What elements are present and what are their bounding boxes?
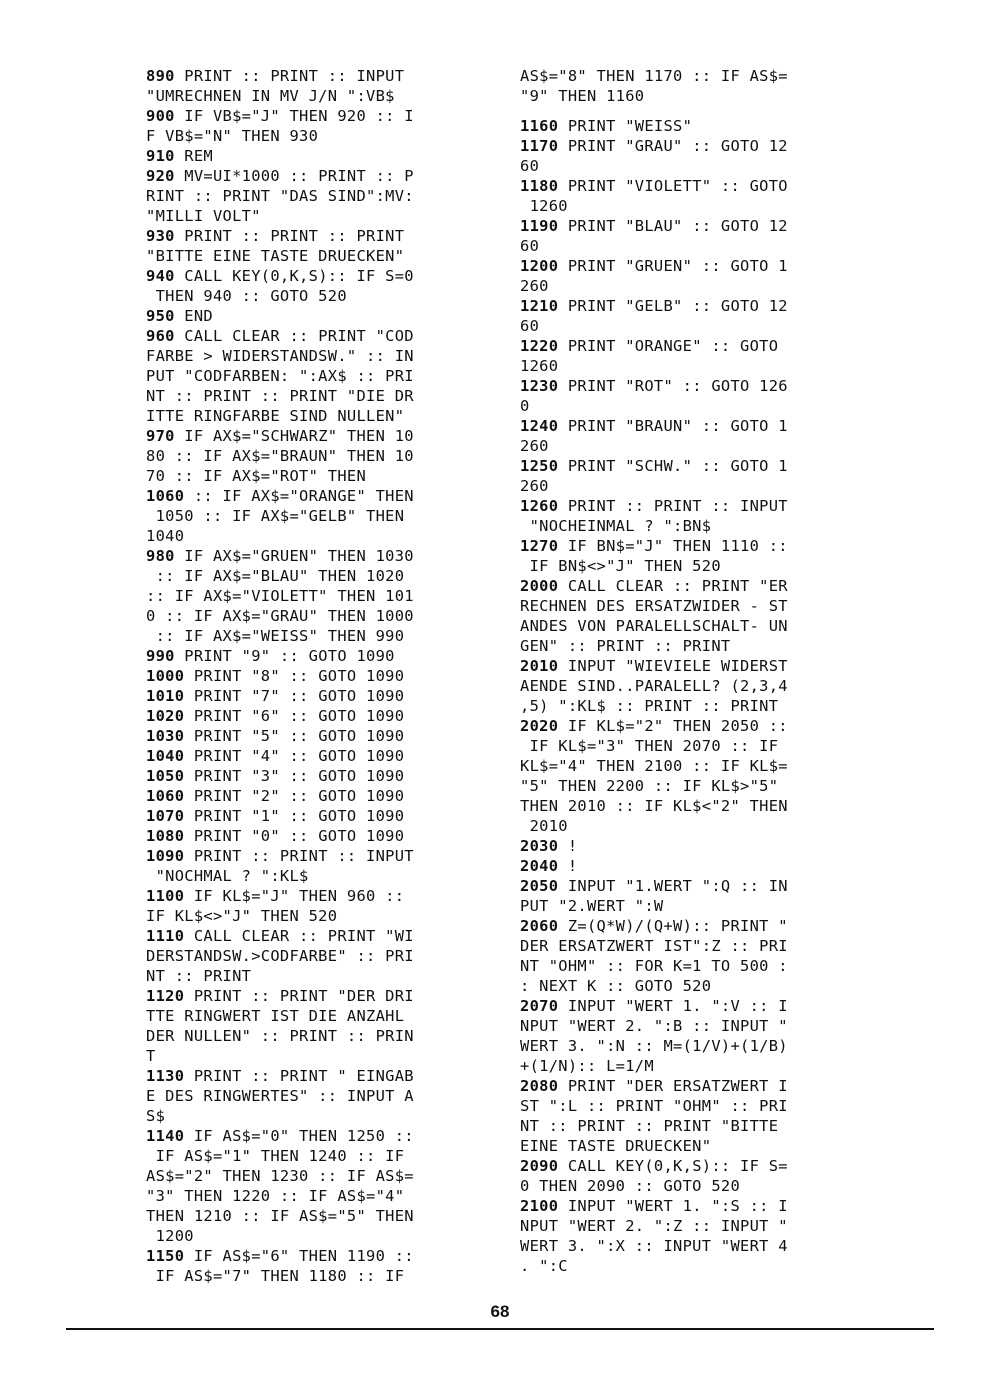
code-line: [520, 736, 788, 756]
code-line: [520, 196, 788, 216]
code-text: RECHNEN DES ERSATZWIDER - ST: [520, 597, 788, 615]
code-text: PRINT "GRAU" :: GOTO 12: [558, 137, 788, 155]
code-line: [146, 286, 414, 306]
code-line: [520, 856, 788, 876]
code-line: [520, 436, 788, 456]
code-text: ANDES VON PARALELLSCHALT- UN: [520, 617, 788, 635]
code-line: [146, 846, 414, 866]
code-text: ST ":L :: PRINT "OHM" :: PRI: [520, 1097, 788, 1115]
code-line: [520, 1216, 788, 1236]
code-text: INPUT "1.WERT ":Q :: IN: [558, 877, 788, 895]
line-number: 2020: [520, 717, 559, 735]
code-text: THEN 940 :: GOTO 520: [146, 287, 347, 305]
code-line: [520, 1076, 788, 1096]
code-text: PRINT "8" :: GOTO 1090: [184, 667, 405, 685]
code-text: PRINT "SCHW." :: GOTO 1: [558, 457, 788, 475]
code-text: PRINT "4" :: GOTO 1090: [184, 747, 405, 765]
code-line: [520, 656, 788, 676]
code-line: [146, 266, 414, 286]
code-text: : NEXT K :: GOTO 520: [520, 977, 712, 995]
line-number: 1230: [520, 377, 559, 395]
page-number: 68: [490, 1302, 510, 1321]
line-number: 2060: [520, 917, 559, 935]
line-number: 1240: [520, 417, 559, 435]
code-line: [520, 676, 788, 696]
code-text: !: [558, 857, 578, 875]
code-text: IF AS$="0" THEN 1250 ::: [184, 1127, 414, 1145]
code-text: 0 THEN 2090 :: GOTO 520: [520, 1177, 741, 1195]
code-line: [520, 896, 788, 916]
code-text: DER NULLEN" :: PRINT :: PRIN: [146, 1027, 414, 1045]
code-line: [146, 646, 414, 666]
code-line: [520, 1016, 788, 1036]
code-text: PRINT "ROT" :: GOTO 126: [558, 377, 788, 395]
code-text: 260: [520, 277, 549, 295]
code-text: 60: [520, 317, 540, 335]
line-number: 2100: [520, 1197, 559, 1215]
line-number: 1130: [146, 1067, 185, 1085]
code-line: [146, 526, 414, 546]
code-text: E DES RINGWERTES" :: INPUT A: [146, 1087, 414, 1105]
code-line: [520, 556, 788, 576]
code-line: [146, 1106, 414, 1126]
code-line: [520, 1156, 788, 1176]
line-number: 2000: [520, 577, 559, 595]
code-line: [520, 616, 788, 636]
code-line: [520, 976, 788, 996]
code-line: [520, 216, 788, 236]
line-number: 1020: [146, 707, 185, 725]
code-text: FARBE > WIDERSTANDSW." :: IN: [146, 347, 414, 365]
code-text: "5" THEN 2200 :: IF KL$>"5": [520, 777, 779, 795]
code-line: [520, 516, 788, 536]
code-line: [520, 1176, 788, 1196]
line-number: 1060: [146, 787, 185, 805]
code-text: PRINT "ORANGE" :: GOTO: [558, 337, 779, 355]
code-line: [146, 1266, 414, 1286]
code-line: [146, 246, 414, 266]
code-text: PRINT :: PRINT " EINGAB: [184, 1067, 414, 1085]
code-text: PRINT "DER ERSATZWERT I: [558, 1077, 788, 1095]
line-number: 1090: [146, 847, 185, 865]
code-line: [520, 236, 788, 256]
line-number: 920: [146, 167, 175, 185]
code-text: 0 :: IF AX$="GRAU" THEN 1000: [146, 607, 414, 625]
code-line: [520, 916, 788, 936]
line-number: 1030: [146, 727, 185, 745]
code-line: [146, 126, 414, 146]
code-text: "MILLI VOLT": [146, 207, 261, 225]
code-text: IF AX$="GRUEN" THEN 1030: [174, 547, 414, 565]
line-number: 1250: [520, 457, 559, 475]
code-text: ITTE RINGFARBE SIND NULLEN": [146, 407, 405, 425]
line-number: 900: [146, 107, 175, 125]
code-line: [146, 1006, 414, 1026]
code-text: 1200: [146, 1227, 194, 1245]
code-line: [146, 406, 414, 426]
code-line: [146, 686, 414, 706]
code-text: S$: [146, 1107, 166, 1125]
code-text: AS$="2" THEN 1230 :: IF AS$=: [146, 1167, 414, 1185]
code-line: [520, 1056, 788, 1076]
code-text: PRINT "1" :: GOTO 1090: [184, 807, 405, 825]
line-number: 890: [146, 67, 175, 85]
line-number: 2080: [520, 1077, 559, 1095]
code-text: NT :: PRINT: [146, 967, 252, 985]
listing-column-left: [146, 66, 414, 1286]
code-text: 260: [520, 477, 549, 495]
code-line: [146, 946, 414, 966]
code-line: [146, 186, 414, 206]
code-line: [146, 446, 414, 466]
code-line: [146, 506, 414, 526]
code-text: CALL CLEAR :: PRINT "WI: [184, 927, 414, 945]
code-line: [146, 586, 414, 606]
code-line: [146, 226, 414, 246]
code-line: [146, 1086, 414, 1106]
line-number: 1200: [520, 257, 559, 275]
code-text: PRINT :: PRINT "DER DRI: [184, 987, 414, 1005]
code-text: MV=UI*1000 :: PRINT :: P: [174, 167, 414, 185]
code-text: "3" THEN 1220 :: IF AS$="4": [146, 1187, 405, 1205]
line-number: 1150: [146, 1247, 185, 1265]
code-text: PRINT :: PRINT :: PRINT: [174, 227, 405, 245]
code-text: PRINT :: PRINT :: INPUT: [174, 67, 405, 85]
code-line: [520, 1116, 788, 1136]
code-text: PRINT :: PRINT :: INPUT: [184, 847, 414, 865]
code-text: IF KL$="3" THEN 2070 :: IF: [520, 737, 779, 755]
code-line: [520, 636, 788, 656]
line-number: 990: [146, 647, 175, 665]
code-line: [146, 746, 414, 766]
code-line: [146, 486, 414, 506]
code-line: [520, 456, 788, 476]
code-text: IF BN$<>"J" THEN 520: [520, 557, 721, 575]
code-text: PRINT "BRAUN" :: GOTO 1: [558, 417, 788, 435]
line-number: 1050: [146, 767, 185, 785]
code-line: [146, 1206, 414, 1226]
code-text: PRINT "GELB" :: GOTO 12: [558, 297, 788, 315]
code-text: THEN 2010 :: IF KL$<"2" THEN: [520, 797, 788, 815]
code-text: T: [146, 1047, 156, 1065]
code-text: PUT "2.WERT ":W: [520, 897, 664, 915]
code-text: IF KL$<>"J" THEN 520: [146, 907, 338, 925]
code-line: [146, 86, 414, 106]
line-number: 1100: [146, 887, 185, 905]
code-line: [520, 176, 788, 196]
line-number: 930: [146, 227, 175, 245]
code-text: CALL KEY(0,K,S):: IF S=: [558, 1157, 788, 1175]
code-text: IF VB$="J" THEN 920 :: I: [174, 107, 414, 125]
code-text: THEN 1210 :: IF AS$="5" THEN: [146, 1207, 414, 1225]
code-text: INPUT "WERT 1. ":V :: I: [558, 997, 788, 1015]
code-line: [146, 366, 414, 386]
code-line: [146, 966, 414, 986]
code-text: "UMRECHNEN IN MV J/N ":VB$: [146, 87, 395, 105]
line-number: 1170: [520, 137, 559, 155]
code-text: +(1/N):: L=1/M: [520, 1057, 654, 1075]
code-text: WERT 3. ":X :: INPUT "WERT 4: [520, 1237, 788, 1255]
code-text: IF KL$="J" THEN 960 ::: [184, 887, 405, 905]
line-number: 1120: [146, 987, 185, 1005]
code-line: [146, 1126, 414, 1146]
line-number: 910: [146, 147, 175, 165]
code-line: [146, 346, 414, 366]
code-line: [146, 106, 414, 126]
line-number: 1060: [146, 487, 185, 505]
code-text: PRINT "3" :: GOTO 1090: [184, 767, 405, 785]
code-line: [520, 1256, 788, 1276]
code-line: [146, 206, 414, 226]
code-line: [520, 816, 788, 836]
code-text: 60: [520, 157, 540, 175]
code-text: 1260: [520, 357, 559, 375]
line-number: 1260: [520, 497, 559, 515]
line-number: 2030: [520, 837, 559, 855]
code-line: [146, 666, 414, 686]
code-text: INPUT "WIEVIELE WIDERST: [558, 657, 788, 675]
code-line: [146, 326, 414, 346]
code-line: [520, 696, 788, 716]
code-line: [146, 626, 414, 646]
code-text: "NOCHMAL ? ":KL$: [146, 867, 309, 885]
code-line: [520, 536, 788, 556]
line-number: 1160: [520, 117, 559, 135]
line-number: 1000: [146, 667, 185, 685]
code-line: [520, 1036, 788, 1056]
line-number: 1220: [520, 337, 559, 355]
code-text: NPUT "WERT 2. ":B :: INPUT ": [520, 1017, 788, 1035]
code-line: [520, 1236, 788, 1256]
code-line: [520, 376, 788, 396]
code-line: [146, 1046, 414, 1066]
code-text: 1260: [520, 197, 568, 215]
code-line: [146, 1186, 414, 1206]
code-text: DER ERSATZWERT IST":Z :: PRI: [520, 937, 788, 955]
code-text: NT :: PRINT :: PRINT "DIE DR: [146, 387, 414, 405]
code-line: [146, 1146, 414, 1166]
code-text: PRINT "BLAU" :: GOTO 12: [558, 217, 788, 235]
code-line: [520, 136, 788, 156]
code-text: 260: [520, 437, 549, 455]
line-number: 1180: [520, 177, 559, 195]
code-text: 0: [520, 397, 530, 415]
code-line: [520, 336, 788, 356]
code-text: :: IF AX$="VIOLETT" THEN 101: [146, 587, 414, 605]
code-line: [520, 296, 788, 316]
code-text: . ":C: [520, 1257, 568, 1275]
line-number: 970: [146, 427, 175, 445]
code-line: [146, 426, 414, 446]
line-number: 1140: [146, 1127, 185, 1145]
code-text: WERT 3. ":N :: M=(1/V)+(1/B): [520, 1037, 788, 1055]
code-text: CALL CLEAR :: PRINT "ER: [558, 577, 788, 595]
line-number: 1010: [146, 687, 185, 705]
code-line: [146, 546, 414, 566]
code-line: [520, 86, 788, 106]
code-line: [520, 66, 788, 86]
code-text: NT "OHM" :: FOR K=1 TO 500 :: [520, 957, 788, 975]
code-line: [520, 716, 788, 736]
code-text: NT :: PRINT :: PRINT "BITTE: [520, 1117, 779, 1135]
code-line: [520, 256, 788, 276]
code-text: "9" THEN 1160: [520, 87, 645, 105]
line-number: 1070: [146, 807, 185, 825]
line-number: 2090: [520, 1157, 559, 1175]
code-text: PRINT "5" :: GOTO 1090: [184, 727, 405, 745]
line-number: 980: [146, 547, 175, 565]
code-line: [146, 1166, 414, 1186]
code-line: [146, 306, 414, 326]
code-text: 80 :: IF AX$="BRAUN" THEN 10: [146, 447, 414, 465]
code-text: CALL CLEAR :: PRINT "COD: [174, 327, 414, 345]
code-text: IF BN$="J" THEN 1110 ::: [558, 537, 788, 555]
code-line: [146, 1066, 414, 1086]
line-number: 1040: [146, 747, 185, 765]
code-line: [146, 866, 414, 886]
code-line: [520, 276, 788, 296]
line-number: 1080: [146, 827, 185, 845]
code-text: KL$="4" THEN 2100 :: IF KL$=: [520, 757, 788, 775]
code-text: PRINT "6" :: GOTO 1090: [184, 707, 405, 725]
code-line: [520, 476, 788, 496]
code-line: [520, 1196, 788, 1216]
code-line: [520, 316, 788, 336]
code-text: AS$="8" THEN 1170 :: IF AS$=: [520, 67, 788, 85]
code-line: [146, 1026, 414, 1046]
code-line: [146, 986, 414, 1006]
code-text: PRINT :: PRINT :: INPUT: [558, 497, 788, 515]
line-number: 940: [146, 267, 175, 285]
code-text: IF AX$="SCHWARZ" THEN 10: [174, 427, 414, 445]
code-text: AENDE SIND..PARALELL? (2,3,4: [520, 677, 788, 695]
code-line: [520, 576, 788, 596]
code-text: Z=(Q*W)/(Q+W):: PRINT ": [558, 917, 788, 935]
code-line: [146, 786, 414, 806]
code-text: IF AS$="6" THEN 1190 ::: [184, 1247, 414, 1265]
code-line: [146, 886, 414, 906]
line-number: 1210: [520, 297, 559, 315]
code-line: [146, 726, 414, 746]
code-line: [146, 146, 414, 166]
code-text: :: IF AX$="BLAU" THEN 1020: [146, 567, 405, 585]
code-line: [146, 566, 414, 586]
line-number: 2010: [520, 657, 559, 675]
line-number: 2040: [520, 857, 559, 875]
code-line: [520, 1136, 788, 1156]
code-text: INPUT "WERT 1. ":S :: I: [558, 1197, 788, 1215]
line-number: 2050: [520, 877, 559, 895]
code-line: [520, 796, 788, 816]
code-text: EINE TASTE DRUECKEN": [520, 1137, 712, 1155]
code-text: IF KL$="2" THEN 2050 ::: [558, 717, 788, 735]
code-text: PUT "CODFARBEN: ":AX$ :: PRI: [146, 367, 414, 385]
code-text: CALL KEY(0,K,S):: IF S=0: [174, 267, 414, 285]
code-line: [520, 836, 788, 856]
code-text: IF AS$="1" THEN 1240 :: IF: [146, 1147, 405, 1165]
code-text: RINT :: PRINT "DAS SIND":MV:: [146, 187, 414, 205]
code-line: [520, 776, 788, 796]
code-text: END: [174, 307, 213, 325]
code-text: PRINT "2" :: GOTO 1090: [184, 787, 405, 805]
code-line: [146, 466, 414, 486]
code-text: "NOCHEINMAL ? ":BN$: [520, 517, 712, 535]
code-text: 1050 :: IF AX$="GELB" THEN: [146, 507, 405, 525]
line-number: 2070: [520, 997, 559, 1015]
code-line: [520, 936, 788, 956]
line-number: 1110: [146, 927, 185, 945]
code-text: :: IF AX$="ORANGE" THEN: [184, 487, 414, 505]
code-line: [146, 806, 414, 826]
code-text: TTE RINGWERT IST DIE ANZAHL: [146, 1007, 405, 1025]
code-line: [520, 156, 788, 176]
code-line: [146, 606, 414, 626]
code-line: [146, 386, 414, 406]
line-number: 960: [146, 327, 175, 345]
code-line: [146, 906, 414, 926]
footer-rule: [66, 1328, 934, 1330]
code-text: PRINT "0" :: GOTO 1090: [184, 827, 405, 845]
line-number: 1270: [520, 537, 559, 555]
code-text: PRINT "9" :: GOTO 1090: [174, 647, 395, 665]
code-line: [520, 396, 788, 416]
code-line: [520, 876, 788, 896]
code-text: GEN" :: PRINT :: PRINT: [520, 637, 731, 655]
code-text: 60: [520, 237, 540, 255]
code-line: [520, 116, 788, 136]
code-text: :: IF AX$="WEISS" THEN 990: [146, 627, 405, 645]
listing-column-right: [520, 66, 788, 1276]
code-text: DERSTANDSW.>CODFARBE" :: PRI: [146, 947, 414, 965]
code-line: [146, 166, 414, 186]
code-line: [520, 1096, 788, 1116]
code-line: [146, 66, 414, 86]
code-text: PRINT "GRUEN" :: GOTO 1: [558, 257, 788, 275]
line-number: 950: [146, 307, 175, 325]
code-text: IF AS$="7" THEN 1180 :: IF: [146, 1267, 405, 1285]
code-text: PRINT "7" :: GOTO 1090: [184, 687, 405, 705]
code-line: [520, 416, 788, 436]
code-text: ,5) ":KL$ :: PRINT :: PRINT: [520, 697, 779, 715]
code-line: [520, 356, 788, 376]
code-line: [520, 496, 788, 516]
code-line: [520, 996, 788, 1016]
code-line: [146, 706, 414, 726]
code-line: [146, 766, 414, 786]
code-text: 1040: [146, 527, 185, 545]
code-text: F VB$="N" THEN 930: [146, 127, 319, 145]
code-text: PRINT "VIOLETT" :: GOTO: [558, 177, 788, 195]
code-line: [146, 826, 414, 846]
code-text: REM: [174, 147, 213, 165]
code-text: !: [558, 837, 578, 855]
code-line: [146, 1226, 414, 1246]
code-text: 2010: [520, 817, 568, 835]
code-line: [146, 926, 414, 946]
code-text: NPUT "WERT 2. ":Z :: INPUT ": [520, 1217, 788, 1235]
code-line: [146, 1246, 414, 1266]
code-line: [520, 956, 788, 976]
code-text: "BITTE EINE TASTE DRUECKEN": [146, 247, 405, 265]
code-line: [520, 596, 788, 616]
line-number: 1190: [520, 217, 559, 235]
code-text: PRINT "WEISS": [558, 117, 693, 135]
code-text: 70 :: IF AX$="ROT" THEN: [146, 467, 367, 485]
code-line: [520, 756, 788, 776]
